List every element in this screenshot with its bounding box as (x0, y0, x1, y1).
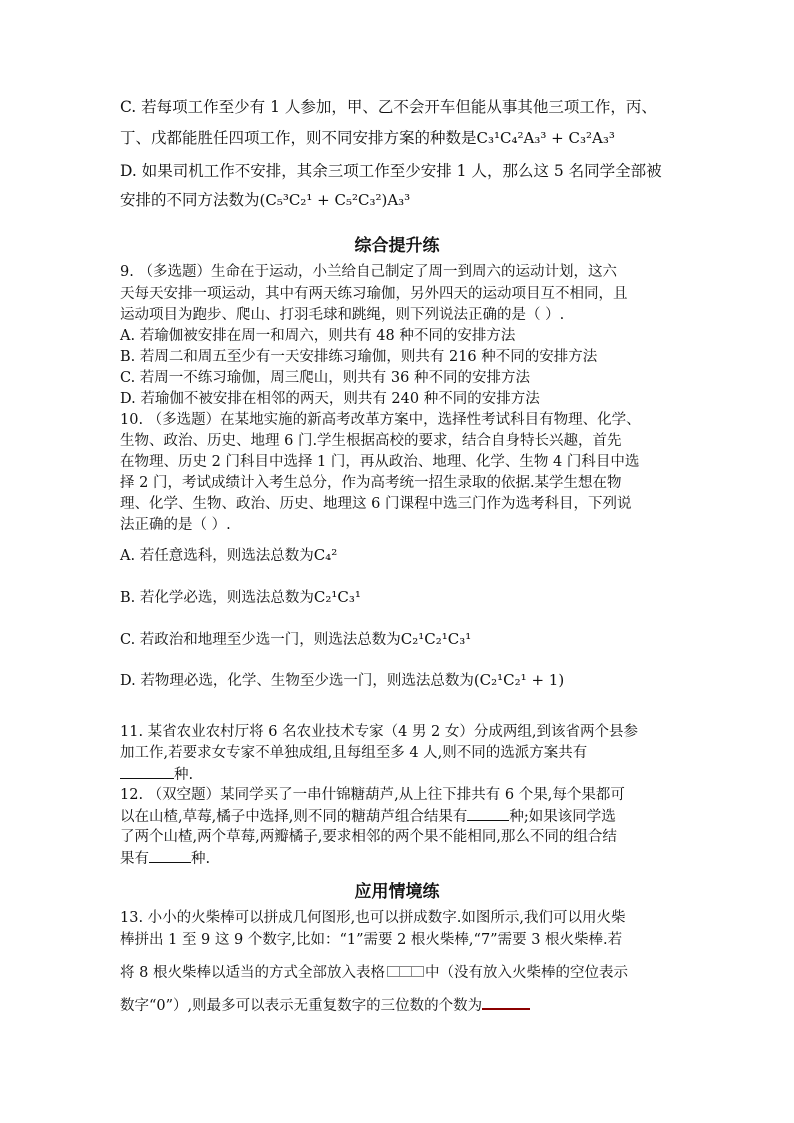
q11-line2: 加工作,若要求女专家不单独成组,且每组至多 4 人,则不同的选派方案共有 (120, 745, 588, 761)
option-c-text: 丁、戊都能胜任四项工作，则不同安排方案的种数是 (120, 129, 477, 147)
q10-option-a-text: A. 若任意选科，则选法总数为 (120, 548, 314, 564)
section-heading-comprehensive: 综合提升练 (354, 236, 440, 256)
option-d-line2 (120, 190, 410, 210)
q11-answer-blank[interactable] (120, 764, 174, 779)
q12-line4-text-b: 种. (191, 851, 211, 867)
section-heading-application: 应用情境练 (354, 882, 440, 902)
option-d-text: 安排的不同方法数为 (120, 191, 260, 209)
q10-line5: 理、化学、生物、政治、历史、地理这 6 门课程中选三门作为选考科目，下列说 (120, 496, 632, 512)
q9-option-b: B. 若周二和周五至少有一天安排练习瑜伽，则共有 216 种不同的安排方法 (120, 349, 598, 365)
q13-line4 (120, 994, 530, 1016)
q10-option-c-text: C. 若政治和地理至少选一门，则选法总数为 (120, 632, 401, 648)
q10-line4: 择 2 门，考试成绩计入考生总分，作为高考统一招生录取的依据.某学生想在物 (120, 475, 622, 491)
q10-option-c-formula: C₂¹C₂¹C₃¹ (400, 630, 472, 648)
q12-line2-text: 以在山楂,草莓,橘子中选择,则不同的糖葫芦组合结果有 (120, 809, 468, 825)
q10-option-d-text: D. 若物理必选，化学、生物至少选一门，则选法总数为 (120, 673, 474, 689)
q9-line3: 运动项目为跑步、爬山、打羽毛球和跳绳，则下列说法正确的是（ ）. (120, 307, 565, 323)
q10-line2: 生物、政治、历史、地理 6 门.学生根据高校的要求，结合自身特长兴趣，首先 (120, 433, 622, 449)
q10-option-b-formula: C₂¹C₃¹ (313, 588, 361, 606)
option-c-line2 (120, 128, 615, 148)
q10-option-b-text: B. 若化学必选，则选法总数为 (120, 590, 314, 606)
q10-option-d (120, 670, 564, 691)
q12-answer-blank-1[interactable] (467, 806, 509, 821)
q9-line1: 9. （多选题）生命在于运动，小兰给自己制定了周一到周六的运动计划，这六 (120, 264, 617, 280)
option-d-line1: D. 如果司机工作不安排，其余三项工作至少安排 1 人，那么这 5 名同学全部被 (120, 162, 662, 180)
q13-line3 (120, 963, 628, 983)
q11-line3-text: 种. (174, 767, 194, 783)
option-c-formula: C₃¹C₄²A₃³ + C₃²A₃³ (476, 129, 615, 147)
q10-line3: 在物理、历史 2 门科目中选择 1 门，再从政治、地理、化学、生物 4 门科目中选 (120, 454, 640, 470)
q10-option-c (120, 629, 471, 650)
q13-line1: 13. 小小的火柴棒可以拼成几何图形,也可以拼成数字.如图所示,我们可以用火柴 (120, 910, 626, 926)
q11-line1: 11. 某省农业农村厅将 6 名农业技术专家（4 男 2 女）分成两组,到该省两个县参 (120, 724, 638, 740)
q12-line2 (120, 806, 616, 827)
q12-line4 (120, 848, 210, 869)
q12-answer-blank-2[interactable] (149, 848, 191, 863)
q12-line2-text-b: 种;如果该同学选 (509, 809, 616, 825)
q9-option-a: A. 若瑜伽被安排在周一和周六，则共有 48 种不同的安排方法 (120, 328, 516, 344)
q10-option-a (120, 545, 337, 566)
q10-line6: 法正确的是（ ）. (120, 517, 231, 533)
q10-option-a-formula: C₄² (313, 546, 338, 564)
q12-line3: 了两个山楂,两个草莓,两瓣橘子,要求相邻的两个果不能相同,那么不同的组合结 (120, 829, 617, 845)
q13-answer-blank[interactable] (482, 994, 530, 1010)
q13-line3-text-b: 中（没有放入火柴棒的空位表示 (424, 965, 628, 981)
q10-option-d-formula: (C₂¹C₂¹ + 1) (473, 671, 565, 689)
q9-line2: 天每天安排一项运动，其中有两天练习瑜伽，另外四天的运动项目互不相同，且 (120, 286, 628, 302)
q10-line1: 10. （多选题）在某地实施的新高考改革方案中，选择性考试科目有物理、化学、 (120, 412, 641, 428)
q9-option-c: C. 若周一不练习瑜伽，周三爬山，则共有 36 种不同的安排方法 (120, 370, 530, 386)
q11-line3 (120, 764, 193, 785)
q9-option-d: D. 若瑜伽不被安排在相邻的两天，则共有 240 种不同的安排方法 (120, 391, 540, 407)
option-d-formula: (C₅³C₂¹ + C₅²C₃²)A₃³ (259, 191, 411, 209)
q13-line4-text: 数字“0”）,则最多可以表示无重复数字的三位数的个数为 (120, 998, 483, 1014)
q12-line4-text: 果有 (120, 851, 149, 867)
q12-line1: 12. （双空题）某同学买了一串什锦糖葫芦,从上往下排共有 6 个果,每个果都可 (120, 787, 625, 803)
option-c-line1: C. 若每项工作至少有 1 人参加，甲、乙不会开车但能从事其他三项工作，丙、 (120, 98, 657, 116)
q10-option-b (120, 587, 361, 608)
q13-line3-text: 将 8 根火柴棒以适当的方式全部放入表格 (120, 965, 385, 981)
q13-line2: 棒拼出 1 至 9 这 9 个数字,比如：“1”需要 2 根火柴棒,“7”需要 3 根火柴棒.若 (120, 932, 623, 948)
three-cell-table-icon (387, 963, 423, 983)
